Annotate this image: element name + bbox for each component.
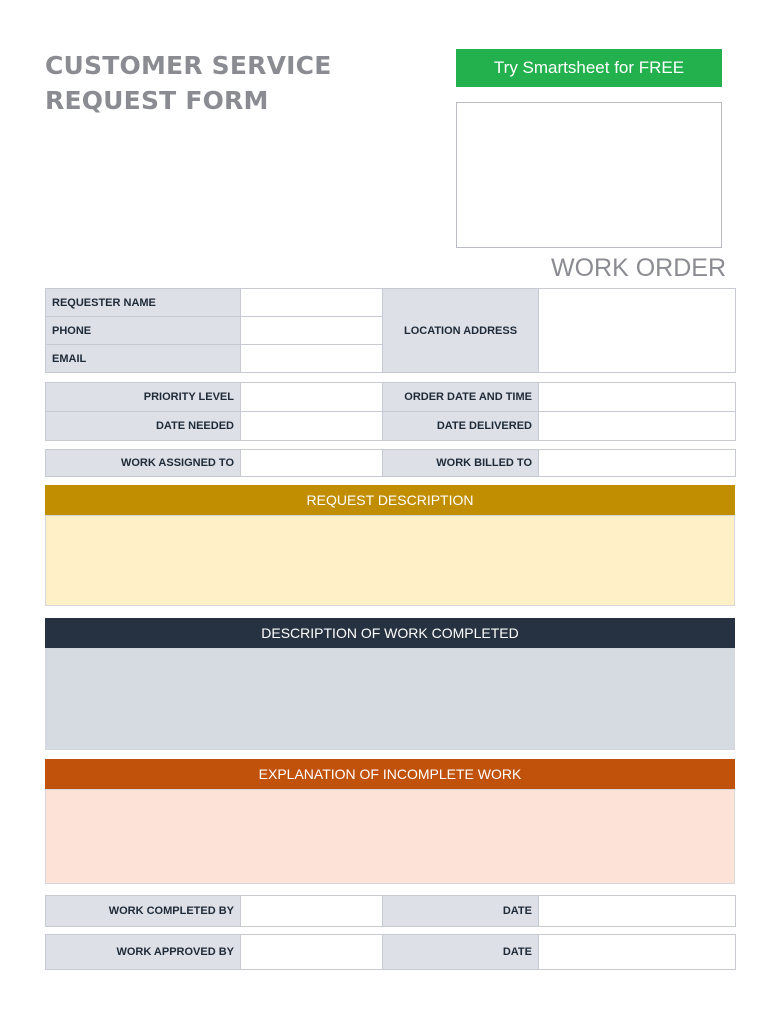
work-approved-by-label: WORK APPROVED BY xyxy=(46,935,241,970)
work-assigned-to-field[interactable] xyxy=(241,450,383,477)
phone-field[interactable] xyxy=(241,317,383,345)
requester-name-label: REQUESTER NAME xyxy=(46,289,241,317)
form-title-line1: CUSTOMER SERVICE xyxy=(45,51,332,80)
priority-level-field[interactable] xyxy=(241,383,383,412)
work-completed-by-field[interactable] xyxy=(241,896,383,927)
requester-name-field[interactable] xyxy=(241,289,383,317)
priority-level-label: PRIORITY LEVEL xyxy=(46,383,241,412)
completed-date-field[interactable] xyxy=(539,896,736,927)
order-table xyxy=(45,382,736,441)
approved-date-field[interactable] xyxy=(539,935,736,970)
email-label: EMAIL xyxy=(46,345,241,373)
work-approved-by-field[interactable] xyxy=(241,935,383,970)
approved-by-table xyxy=(45,934,736,970)
location-address-label: LOCATION ADDRESS xyxy=(383,289,539,373)
work-completed-by-label: WORK COMPLETED BY xyxy=(46,896,241,927)
assignment-table xyxy=(45,449,736,477)
form-title xyxy=(45,48,331,118)
completed-date-label: DATE xyxy=(383,896,539,927)
logo-placeholder[interactable] xyxy=(456,102,722,248)
date-delivered-label: DATE DELIVERED xyxy=(383,412,539,441)
incomplete-work-field[interactable] xyxy=(45,789,735,884)
email-field[interactable] xyxy=(241,345,383,373)
phone-label: PHONE xyxy=(46,317,241,345)
date-delivered-field[interactable] xyxy=(539,412,736,441)
try-smartsheet-button[interactable]: Try Smartsheet for FREE xyxy=(456,49,722,87)
date-needed-field[interactable] xyxy=(241,412,383,441)
order-date-time-label: ORDER DATE AND TIME xyxy=(383,383,539,412)
form-title-line2: REQUEST FORM xyxy=(45,86,269,115)
work-billed-to-field[interactable] xyxy=(539,450,736,477)
work-completed-field[interactable] xyxy=(45,648,735,750)
request-description-header: REQUEST DESCRIPTION xyxy=(45,485,735,515)
request-description-field[interactable] xyxy=(45,515,735,606)
approved-date-label: DATE xyxy=(383,935,539,970)
location-address-field[interactable] xyxy=(539,289,736,373)
contact-table xyxy=(45,288,736,373)
work-order-heading: WORK ORDER xyxy=(551,254,726,282)
work-billed-to-label: WORK BILLED TO xyxy=(383,450,539,477)
completed-by-table xyxy=(45,895,736,927)
date-needed-label: DATE NEEDED xyxy=(46,412,241,441)
work-assigned-to-label: WORK ASSIGNED TO xyxy=(46,450,241,477)
order-date-time-field[interactable] xyxy=(539,383,736,412)
work-completed-header: DESCRIPTION OF WORK COMPLETED xyxy=(45,618,735,648)
incomplete-work-header: EXPLANATION OF INCOMPLETE WORK xyxy=(45,759,735,789)
